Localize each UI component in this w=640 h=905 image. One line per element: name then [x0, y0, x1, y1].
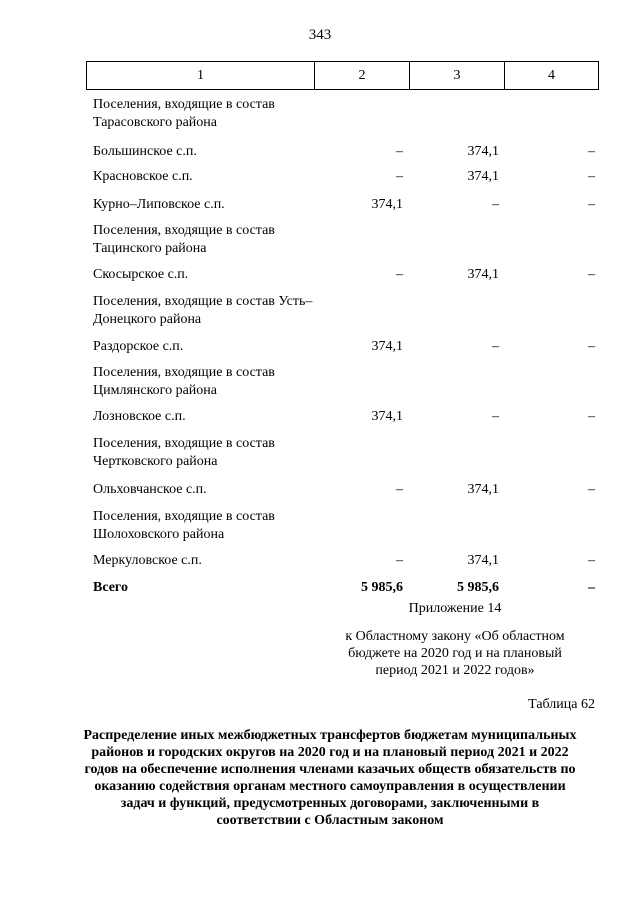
row-name: Всего [93, 580, 128, 595]
row-name: Поселения, входящие в состав Чертковского района [93, 436, 275, 469]
row-value-col-3: – [492, 339, 499, 354]
row-name: Ольховчанское с.п. [93, 482, 207, 497]
row-name: Поселения, входящие в состав Цимлянского района [93, 365, 275, 398]
row-value-col-3: 374,1 [467, 482, 499, 497]
row-value-col-3: – [492, 409, 499, 424]
row-value-col-2: – [396, 144, 403, 159]
row-value-col-2: 374,1 [371, 197, 403, 212]
row-name: Поселения, входящие в состав Тацинского района [93, 223, 275, 256]
row-name: Поселения, входящие в состав Тарасовского района [93, 97, 275, 130]
row-value-col-4: – [588, 144, 595, 159]
row-value-col-2: – [396, 553, 403, 568]
row-value-col-3: 374,1 [467, 553, 499, 568]
row-name: Поселения, входящие в состав Усть–Донецкого района [93, 294, 313, 327]
table-number: Таблица 62 [528, 697, 595, 712]
row-name: Скосырское с.п. [93, 267, 189, 282]
row-value-col-3: 374,1 [467, 267, 499, 282]
row-name: Поселения, входящие в состав Шолоховского района [93, 509, 275, 542]
row-value-col-4: – [588, 553, 595, 568]
row-value-col-4: – [588, 197, 595, 212]
row-name: Меркуловское с.п. [93, 553, 202, 568]
row-value-col-4: – [588, 267, 595, 282]
row-name: Лозновское с.п. [93, 409, 186, 424]
row-name: Большинское с.п. [93, 144, 197, 159]
row-value-col-2: – [396, 169, 403, 184]
row-value-col-3: 5 985,6 [457, 580, 499, 595]
header-col-1: 1 [87, 62, 315, 89]
row-value-col-4: – [588, 580, 595, 595]
table-caption: Распределение иных межбюджетных трансфертов бюджетам муниципальных районов и городских округов на 2020 год и на плановый период 2021 и 2022 годов на обеспечение исполнения членами казачьих обществ обязательств по оказанию содействия органам местного самоуправления в осуществлении задач и функций, предусмотренных договорами, заключенными в соответствии с Областным законом [83, 728, 577, 828]
row-value-col-2: 374,1 [371, 339, 403, 354]
header-col-2: 2 [315, 62, 410, 89]
row-value-col-4: – [588, 409, 595, 424]
row-name: Раздорское с.п. [93, 339, 184, 354]
row-value-col-4: – [588, 169, 595, 184]
header-col-3: 3 [410, 62, 505, 89]
table-header [86, 61, 599, 90]
row-value-col-4: – [588, 482, 595, 497]
header-col-4: 4 [548, 67, 555, 83]
row-value-col-3: – [492, 197, 499, 212]
row-value-col-2: 5 985,6 [361, 580, 403, 595]
row-value-col-2: – [396, 267, 403, 282]
page-number: 343 [308, 27, 332, 43]
row-value-col-3: 374,1 [467, 169, 499, 184]
appendix-text: к Областному закону «Об областном бюджете на 2020 год и на плановый период 2021 и 2022 годов» [345, 629, 565, 678]
row-name: Красновское с.п. [93, 169, 193, 184]
row-name: Курно–Липовское с.п. [93, 197, 225, 212]
row-value-col-4: – [588, 339, 595, 354]
row-value-col-3: 374,1 [467, 144, 499, 159]
row-value-col-2: – [396, 482, 403, 497]
appendix-title: Приложение 14 [408, 601, 502, 616]
row-value-col-2: 374,1 [371, 409, 403, 424]
